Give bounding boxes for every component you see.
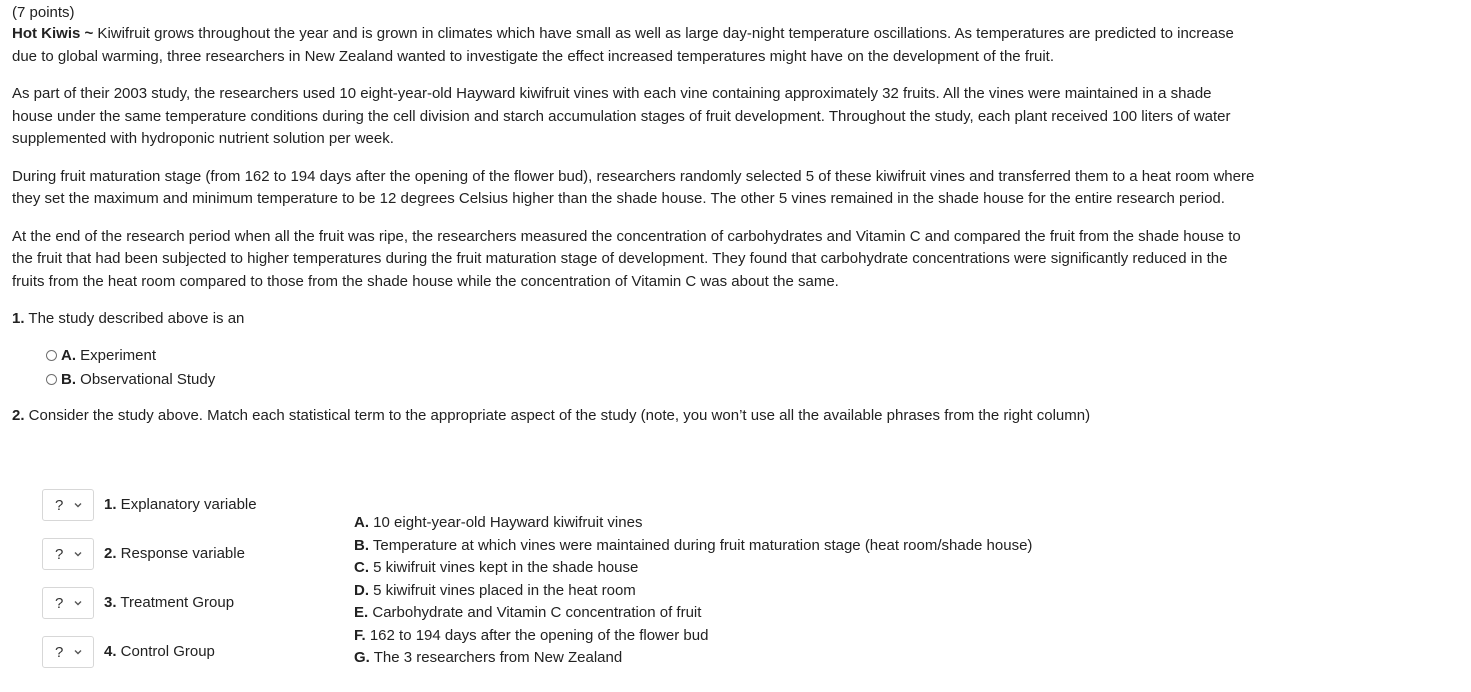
match-row-control xyxy=(42,635,215,669)
question-2-text: Consider the study above. Match each statistical term to the appropriate aspect of the study (note, you won’t use all the available phrases from the right column) xyxy=(24,407,1091,424)
answer-select-1[interactable] xyxy=(42,489,94,521)
option-observational-study[interactable] xyxy=(46,367,1452,391)
select-value: ? xyxy=(55,545,64,563)
intro-text: Kiwifruit grows throughout the year and is grown in climates which have small as well as large day-night temperature oscillations. As temperatures are predicted to increase due to global warming, three researchers in New Zealand wanted to investigate the effect increased temperatures might have on the development of the fruit. xyxy=(12,25,1234,65)
answer-select-4[interactable] xyxy=(42,636,94,668)
term-number: 4. xyxy=(104,643,117,660)
choice-list xyxy=(354,512,1032,670)
term-label xyxy=(104,495,257,515)
choice-item xyxy=(354,512,1032,535)
choice-text: Carbohydrate and Vitamin C concentration of fruit xyxy=(368,604,702,621)
match-row-treatment xyxy=(42,586,234,620)
question-2-number: 2. xyxy=(12,407,25,424)
choice-text: Temperature at which vines were maintained during fruit maturation stage (heat room/shade house) xyxy=(369,536,1033,554)
choice-item xyxy=(354,535,1032,558)
option-letter: A. xyxy=(61,346,76,364)
term-number: 2. xyxy=(104,545,117,562)
intro-paragraph xyxy=(12,23,1252,68)
choice-letter: C. xyxy=(354,559,369,576)
option-experiment[interactable] xyxy=(46,343,1452,367)
choice-text: The 3 researchers from New Zealand xyxy=(369,649,623,666)
answer-select-2[interactable] xyxy=(42,538,94,570)
study-paragraph-3: At the end of the research period when all the fruit was ripe, the researchers measured the concentration of carbohydrates and Vitamin C and compared the fruit from the shade house to the fruit that had been subjected to higher temperatures during the fruit maturation stage of development. They found that carbohydrate concentrations were significantly reduced in the fruits from the heat room compared to those from the shade house while the concentration of Vitamin C was about the same. xyxy=(12,227,1241,290)
term-text: Response variable xyxy=(116,545,245,562)
chevron-down-icon xyxy=(73,647,83,657)
select-value: ? xyxy=(55,594,64,612)
choice-letter: E. xyxy=(354,604,369,621)
match-row-explanatory xyxy=(42,488,257,522)
choice-item xyxy=(354,625,1032,648)
option-label: Observational Study xyxy=(76,370,216,388)
term-text: Explanatory variable xyxy=(116,496,257,513)
choice-letter: G. xyxy=(354,649,370,666)
choice-letter: A. xyxy=(354,514,369,531)
question-page xyxy=(12,3,1452,426)
chevron-down-icon xyxy=(73,598,83,608)
study-paragraph-2: During fruit maturation stage (from 162 to 194 days after the opening of the flower bud), researchers randomly selected 5 of these kiwifruit vines and transferred them to a heat room where they set the maximum and minimum temperature to be 12 degrees Celsius higher than the shade house. The other 5 vines remained in the shade house for the entire research period. xyxy=(12,167,1255,207)
choice-letter: F. xyxy=(354,626,366,644)
match-row-response xyxy=(42,537,245,571)
term-text: Control Group xyxy=(116,643,215,660)
option-letter: B. xyxy=(61,370,76,388)
select-value: ? xyxy=(55,643,64,661)
term-number: 1. xyxy=(104,496,117,513)
chevron-down-icon xyxy=(73,549,83,559)
radio-circle-icon[interactable] xyxy=(46,374,57,385)
choice-item xyxy=(354,647,1032,670)
choice-letter: B. xyxy=(354,536,369,554)
intro-title: Hot Kiwis ~ xyxy=(12,25,94,42)
question-1-number: 1. xyxy=(12,310,25,327)
choice-item xyxy=(354,557,1032,580)
term-label xyxy=(104,593,234,613)
choice-text: 5 kiwifruit vines placed in the heat room xyxy=(369,581,636,599)
choice-item xyxy=(354,602,1032,625)
option-label: Experiment xyxy=(76,346,157,364)
question-1-text: The study described above is an xyxy=(24,310,245,327)
choice-text: 162 to 194 days after the opening of the flower bud xyxy=(365,626,709,644)
points-label: (7 points) xyxy=(12,4,75,21)
study-paragraph-1: As part of their 2003 study, the researchers used 10 eight-year-old Hayward kiwifruit vines with each vine containing approximately 32 fruits. All the vines were maintained in a shade house under the same temperature conditions during the cell division and starch accumulation stages of fruit development. Throughout the study, each plant received 100 liters of water supplemented with hydroponic nutrient solution per week. xyxy=(12,85,1231,147)
term-label xyxy=(104,544,245,564)
choice-text: 10 eight-year-old Hayward kiwifruit vines xyxy=(369,514,643,531)
question-1-prompt xyxy=(12,309,1452,329)
answer-select-3[interactable] xyxy=(42,587,94,619)
chevron-down-icon xyxy=(73,500,83,510)
choice-item xyxy=(354,580,1032,603)
question-2-prompt xyxy=(12,406,1452,426)
question-1-options xyxy=(46,343,1452,391)
select-value: ? xyxy=(55,496,64,514)
term-text: Treatment Group xyxy=(116,594,235,611)
choice-text: 5 kiwifruit vines kept in the shade house xyxy=(369,559,639,576)
choice-letter: D. xyxy=(354,581,369,599)
matching-area xyxy=(42,486,1142,686)
radio-circle-icon[interactable] xyxy=(46,350,57,361)
term-label xyxy=(104,642,215,662)
term-number: 3. xyxy=(104,594,117,611)
